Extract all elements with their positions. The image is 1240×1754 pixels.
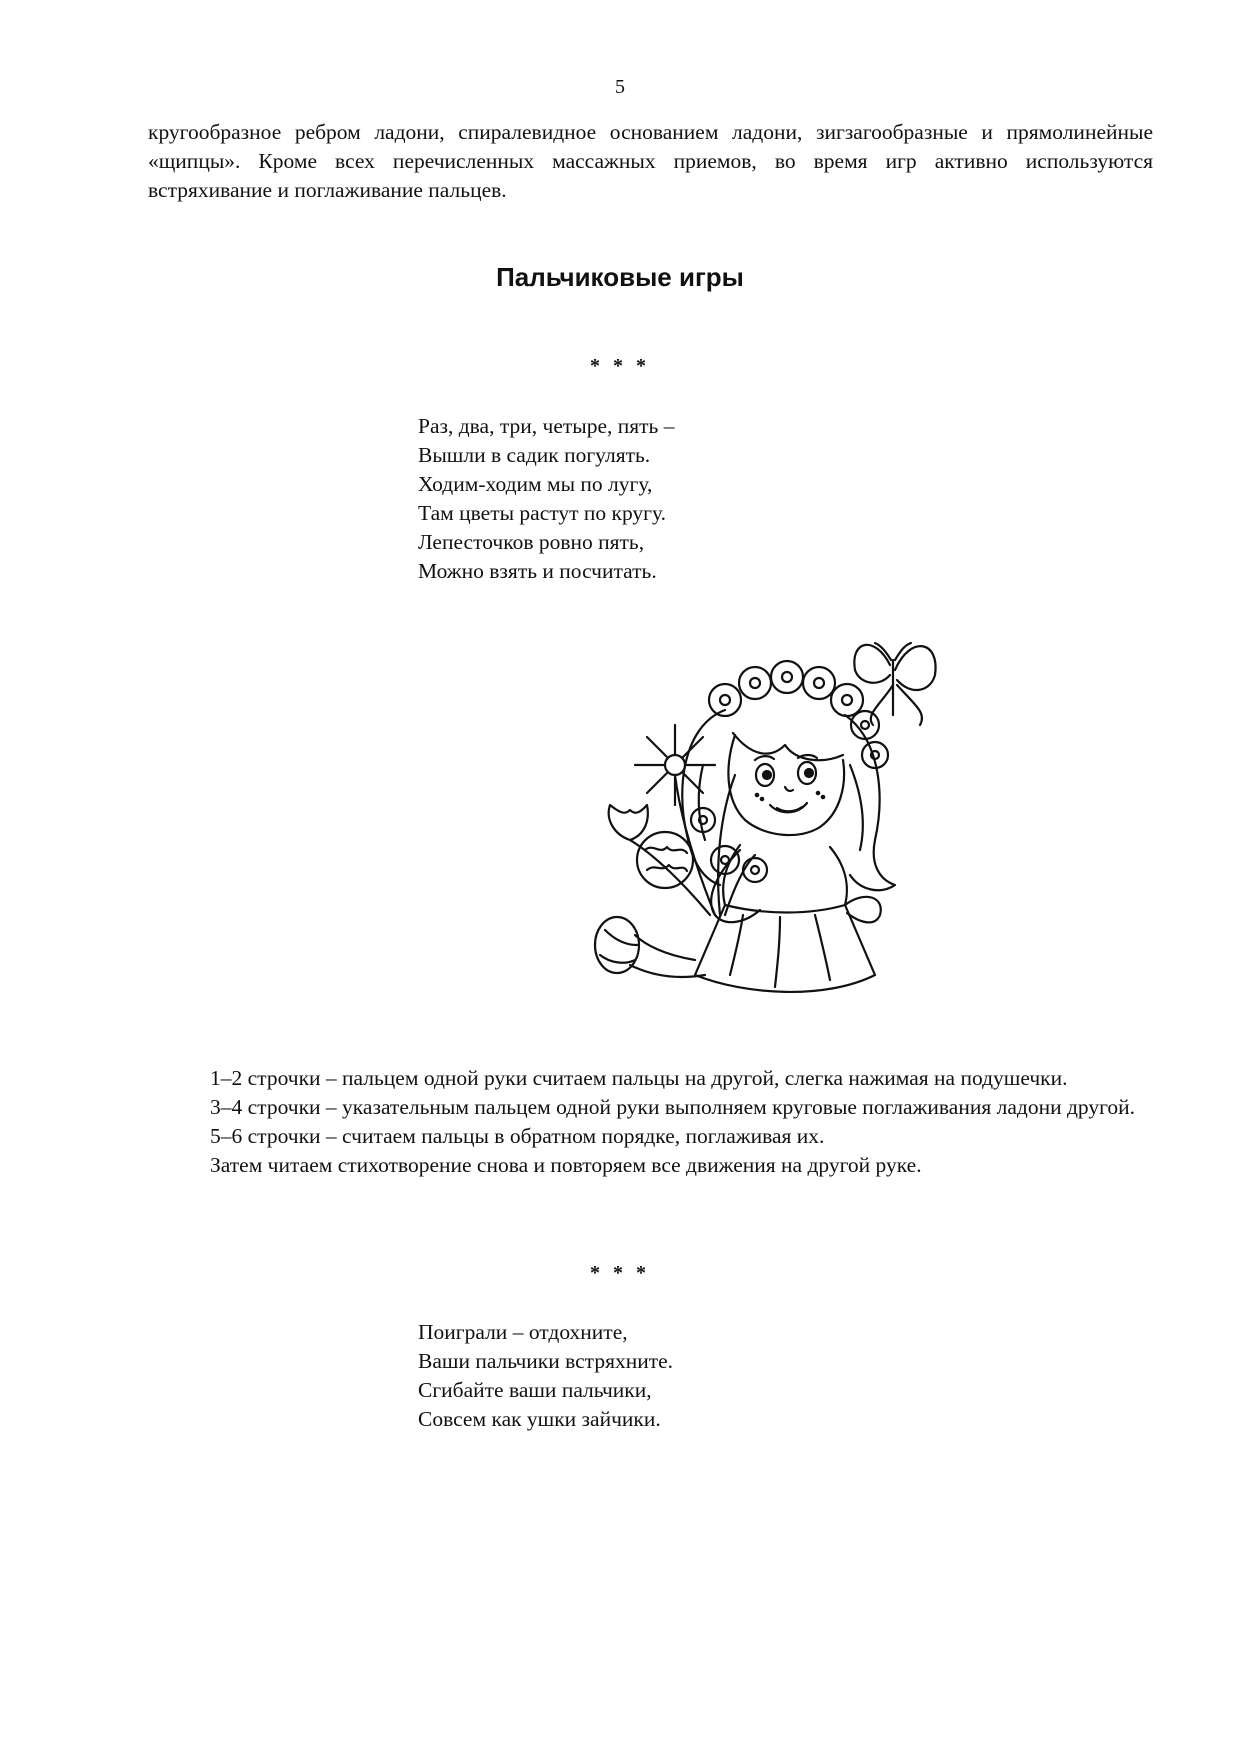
instruction-paragraph: 1–2 строчки – пальцем одной руки считаем пальцы на другой, слегка нажимая на подушечки. (210, 1066, 1068, 1090)
poem-line: Ходим-ходим мы по лугу, (418, 472, 653, 496)
poem-line: Можно взять и посчитать. (418, 559, 657, 583)
poem-line: Совсем как ушки зайчики. (418, 1407, 661, 1431)
separator-2: * * * (590, 1262, 650, 1284)
instruction-paragraph: 5–6 строчки – считаем пальцы в обратном порядке, поглаживая их. (210, 1124, 825, 1148)
poem-1 (418, 412, 674, 586)
instruction-paragraph: 3–4 строчки – указательным пальцем одной руки выполняем круговые поглаживания ладони другой. (210, 1095, 1136, 1119)
girl-with-flowers-icon (575, 615, 975, 1035)
poem-line: Лепесточков ровно пять, (418, 530, 645, 554)
poem-line: Сгибайте ваши пальчики, (418, 1378, 652, 1402)
poem-line: Ваши пальчики встряхните. (418, 1349, 674, 1373)
poem-line: Вышли в садик погулять. (418, 443, 651, 467)
separator-1: * * * (590, 355, 650, 377)
poem-line: Там цветы растут по кругу. (418, 501, 666, 525)
poem-line: Поиграли – отдохните, (418, 1320, 628, 1344)
poem-2 (418, 1318, 673, 1434)
instructions (148, 1064, 1153, 1180)
page-number: 5 (615, 76, 625, 98)
instruction-paragraph: Затем читаем стихотворение снова и повторяем все движения на другой руке. (210, 1153, 922, 1177)
section-title: Пальчиковые игры (496, 262, 744, 292)
intro-paragraph: кругообразное ребром ладони, спиралевидное основанием ладони, зигзагообразные и прямолинейные «щипцы». Кроме всех перечисленных массажных приемов, во время игр активно используются встряхивание и поглаживание пальцев. (148, 120, 1153, 202)
poem-line: Раз, два, три, четыре, пять – (418, 414, 675, 438)
